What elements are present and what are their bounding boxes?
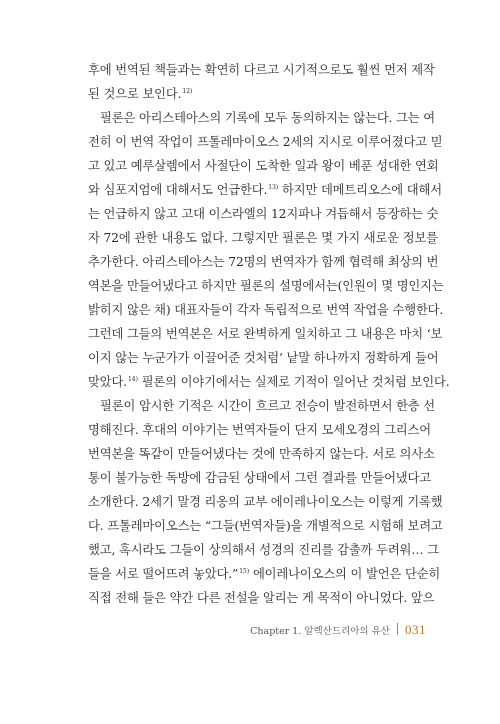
text-line [88,442,435,466]
text-line [88,202,439,226]
text-line [88,370,450,394]
line-text: 들을 서로 떨어뜨려 놓았다.” [88,567,239,581]
line-text: 다. 프톨레마이오스는 “그들(번역자들)을 개별적으로 시험해 보려고 [88,519,443,533]
text-line [88,106,436,130]
text-line [88,490,443,514]
page-number: 031 [405,622,426,637]
line-text: 필론은 아리스테아스의 기록에 모두 동의하지는 않는다. 그는 여 [100,111,436,125]
footer-divider [397,623,398,635]
text-line [88,154,439,178]
text-line [88,538,439,562]
text-line [88,466,430,490]
text-line [88,130,443,154]
text-line [88,178,442,202]
line-text: 하지만 데메트리오스에 대해서 [278,183,442,197]
text-line [88,82,430,106]
line-text: 명해진다. 후대의 이야기는 번역자들이 단지 모세오경의 그리스어 [88,423,431,437]
text-line [88,562,441,586]
footnote-ref: 14) [127,375,138,383]
running-footer-chapter: Chapter 1. 알렉산드리아의 유산 [250,626,390,637]
line-text: 된 것으로 보인다. [88,87,182,101]
line-text: 추가한다. 아리스테아스는 72명의 번역자가 함께 협력해 최상의 번 [88,255,439,269]
text-line [88,322,443,346]
line-text: 통이 불가능한 독방에 감금된 상태에서 그런 결과를 만들어냈다고 [88,471,431,485]
body-text [88,58,450,610]
line-text: 그런데 그들의 번역본은 서로 완벽하게 일치하고 그 내용은 마치 ‘보 [88,327,443,341]
line-text: 전히 이 번역 작업이 프톨레마이오스 2세의 지시로 이루어졌다고 믿 [88,135,443,149]
line-text: 했고, 혹시라도 그들이 상의해서 성경의 진리를 감출까 두려워… 그 [88,543,439,557]
line-text: 필론이 암시한 기적은 시간이 흐르고 전승이 발전하면서 한층 선 [100,399,436,413]
line-text: 후에 번역된 책들과는 확연히 다르고 시기적으로도 훨씬 먼저 제작 [88,63,435,77]
line-text: 이지 않는 누군가가 이끌어준 것처럼’ 낱말 하나까지 정확하게 들어 [88,351,439,365]
text-line [88,394,436,418]
line-text: 자 72에 관한 내용도 없다. 그렇지만 필론은 몇 가지 새로운 정보를 [88,231,438,245]
line-text: 는 언급하지 않고 고대 이스라엘의 12지파나 겨듭해서 등장하는 숫 [88,207,439,221]
line-text: 에이레나이오스의 이 발언은 단순히 [249,567,441,581]
text-line [88,514,443,538]
text-line [88,346,439,370]
line-text: 필론의 이야기에서는 실제로 기적이 일어난 것처럼 보인다. [137,375,450,389]
line-text: 맞았다. [88,375,127,389]
page-footer [250,622,426,638]
footnote-ref: 12) [182,87,193,95]
text-line [88,586,435,610]
footnote-ref: 15) [239,567,250,575]
footnote-ref: 13) [268,183,279,191]
text-line [88,418,430,442]
text-line [88,274,444,298]
text-line [88,226,438,250]
text-line [88,298,444,322]
line-text: 직접 전해 들은 약간 다른 전설을 알리는 게 목적이 아니었다. 앞으 [88,591,435,605]
text-line [88,250,439,274]
line-text: 역본을 만들어냈다고 하지만 필론의 설명에서는(인원이 몇 명인지는 [88,279,444,293]
line-text: 와 심포지엄에 대해서도 언급한다. [88,183,268,197]
text-line [88,58,435,82]
line-text: 고 있고 예루살렘에서 사절단이 도착한 일과 왕이 베푼 성대한 연회 [88,159,439,173]
line-text: 밝히지 않은 채) 대표자들이 각자 독립적으로 번역 작업을 수행한다. [88,303,444,317]
line-text: 번역본을 똑같이 만들어냈다는 것에 만족하지 않는다. 서로 의사소 [88,447,435,461]
line-text: 소개한다. 2세기 말경 리옹의 교부 에이레나이오스는 이렇게 기록했 [88,495,443,509]
